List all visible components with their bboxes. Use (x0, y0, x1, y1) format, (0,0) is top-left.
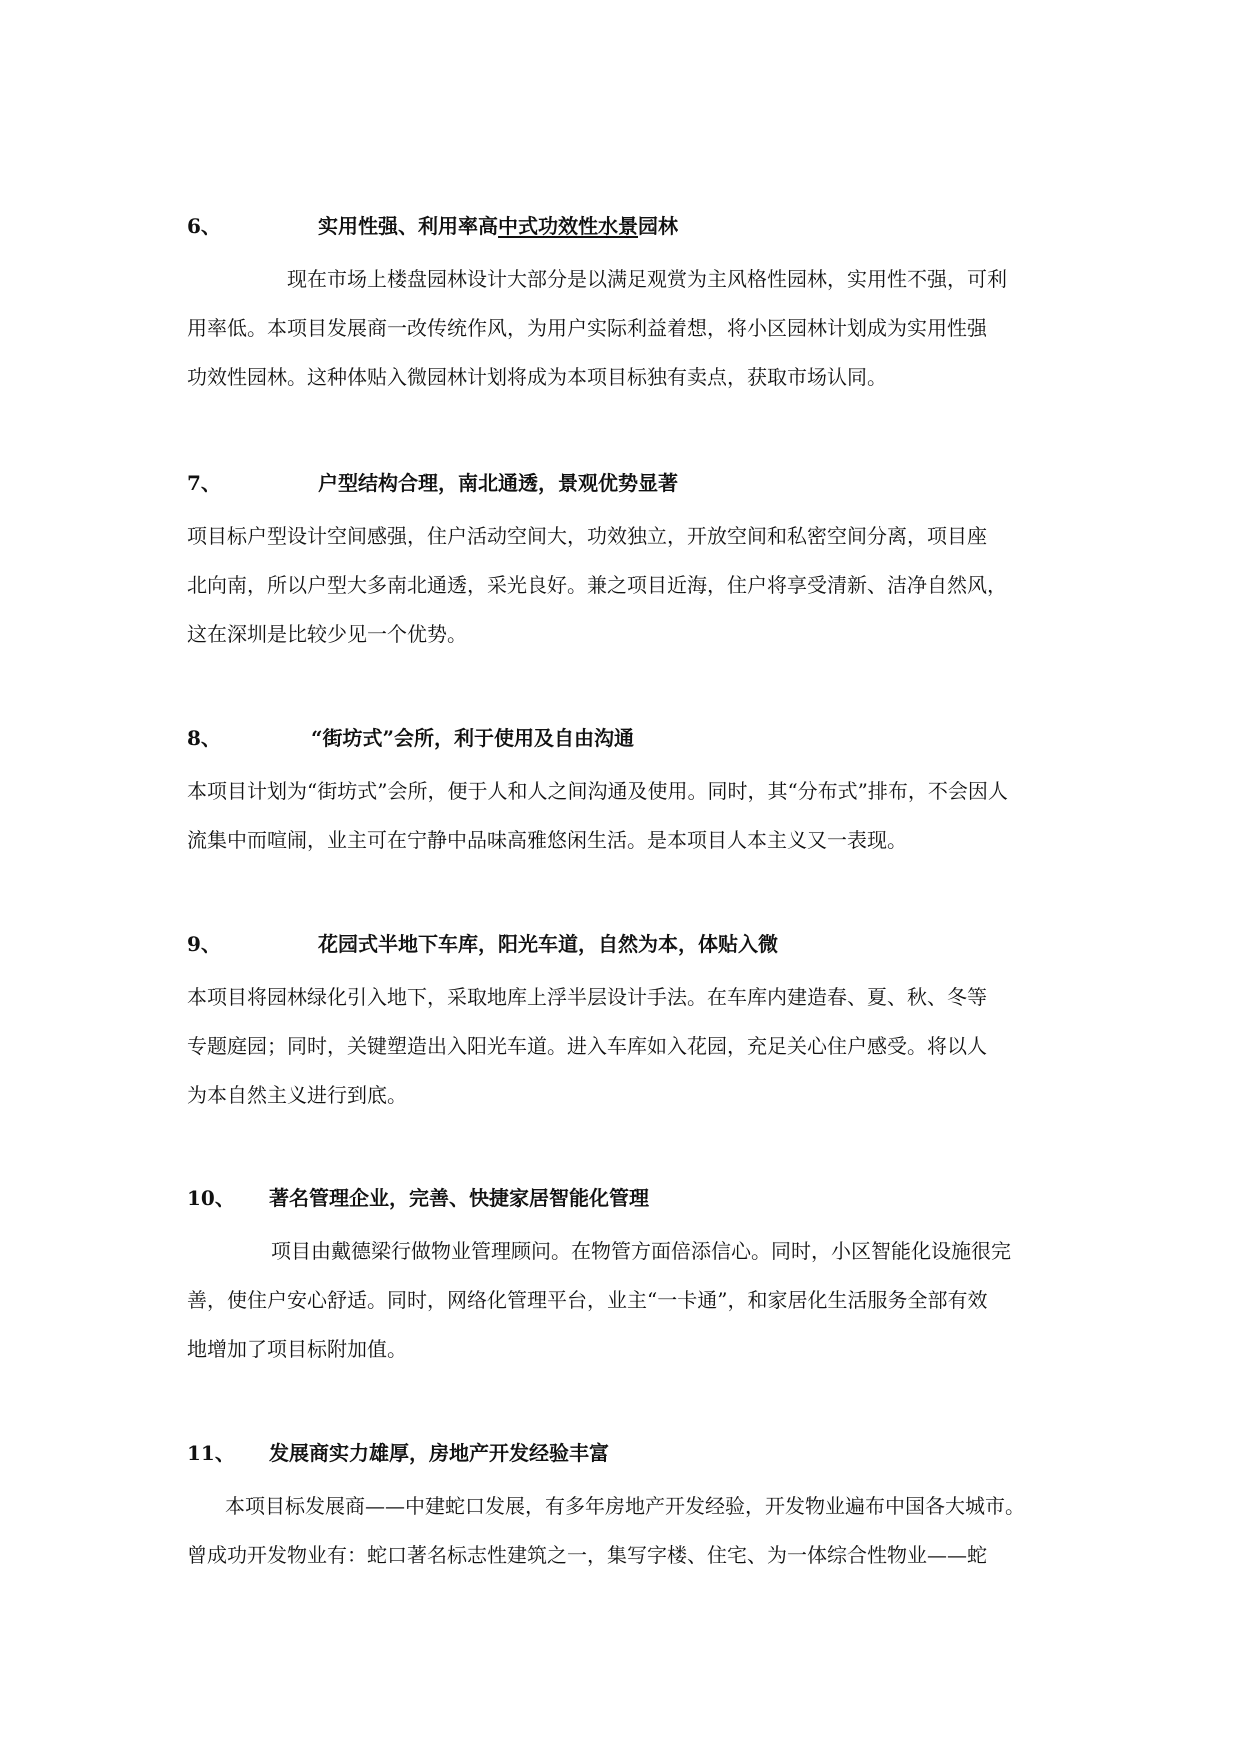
body-line: 善，使住户安心舒适。同时，网络化管理平台，业主“一卡通”，和家居化生活服务全部有效 (187, 1288, 988, 1312)
title-part: 园林 (638, 214, 678, 238)
section-number: 6、 (187, 214, 221, 238)
section-number: 10、 (187, 1186, 235, 1210)
section-number: 7、 (187, 471, 221, 495)
section-body (187, 1227, 1067, 1374)
section-title: 户型结构合理，南北通透，景观优势显著 (318, 471, 678, 495)
title-part: 实用性强、利用率高 (318, 214, 498, 238)
body-line: 这在深圳是比较少见一个优势。 (187, 622, 467, 646)
section-title: 发展商实力雄厚，房地产开发经验丰富 (269, 1441, 609, 1465)
body-line: 现在市场上楼盘园林设计大部分是以满足观赏为主风格性园林，实用性不强，可利 (287, 267, 1007, 291)
section-number: 9、 (187, 932, 221, 956)
body-line: 曾成功开发物业有：蛇口著名标志性建筑之一，集写字楼、住宅、为一体综合性物业——蛇 (187, 1543, 987, 1567)
section-heading (187, 1181, 1067, 1215)
section-body (187, 973, 1067, 1120)
section-8 (187, 721, 1067, 865)
section-body (187, 255, 1067, 402)
section-heading (187, 209, 1067, 243)
body-line: 流集中而喧闹，业主可在宁静中品味高雅悠闲生活。是本项目人本主义又一表现。 (187, 828, 907, 852)
body-line: 项目由戴德梁行做物业管理顾问。在物管方面倍添信心。同时，小区智能化设施很完 (271, 1239, 1011, 1263)
section-heading (187, 927, 1067, 961)
body-line: 地增加了项目标附加值。 (187, 1337, 407, 1361)
section-10 (187, 1181, 1067, 1374)
section-body (187, 1482, 1067, 1580)
section-title (318, 209, 678, 243)
body-line: 功效性园林。这种体贴入微园林计划将成为本项目标独有卖点，获取市场认同。 (187, 365, 887, 389)
section-body (187, 767, 1067, 865)
section-11 (187, 1436, 1067, 1580)
section-9 (187, 927, 1067, 1120)
section-heading (187, 466, 1067, 500)
section-heading (187, 1436, 1067, 1470)
section-6 (187, 209, 1067, 402)
body-line: 用率低。本项目发展商一改传统作风，为用户实际利益着想，将小区园林计划成为实用性强 (187, 316, 987, 340)
body-line: 项目标户型设计空间感强，住户活动空间大，功效独立，开放空间和私密空间分离，项目座 (187, 524, 987, 548)
section-heading (187, 721, 1067, 755)
body-line: 本项目将园林绿化引入地下，采取地库上浮半层设计手法。在车库内建造春、夏、秋、冬等 (187, 985, 987, 1009)
body-line: 本项目标发展商——中建蛇口发展，有多年房地产开发经验，开发物业遍布中国各大城市。 (225, 1494, 1025, 1518)
body-line: 为本自然主义进行到底。 (187, 1083, 407, 1107)
body-line: 北向南，所以户型大多南北通透，采光良好。兼之项目近海，住户将享受清新、洁净自然风， (187, 573, 1007, 597)
section-number: 8、 (187, 726, 221, 750)
body-line: 专题庭园；同时，关键塑造出入阳光车道。进入车库如入花园，充足关心住户感受。将以人 (187, 1034, 987, 1058)
title-underlined-part: 中式功效性水景 (498, 214, 638, 238)
body-line: 本项目计划为“街坊式”会所，便于人和人之间沟通及使用。同时，其“分布式”排布，不会因人 (187, 779, 1008, 803)
section-title: 著名管理企业，完善、快捷家居智能化管理 (269, 1186, 649, 1210)
section-title: “街坊式”会所，利于使用及自由沟通 (311, 726, 635, 750)
section-number: 11、 (187, 1441, 235, 1465)
section-title: 花园式半地下车库，阳光车道，自然为本，体贴入微 (318, 932, 778, 956)
section-7 (187, 466, 1067, 659)
section-body (187, 512, 1067, 659)
